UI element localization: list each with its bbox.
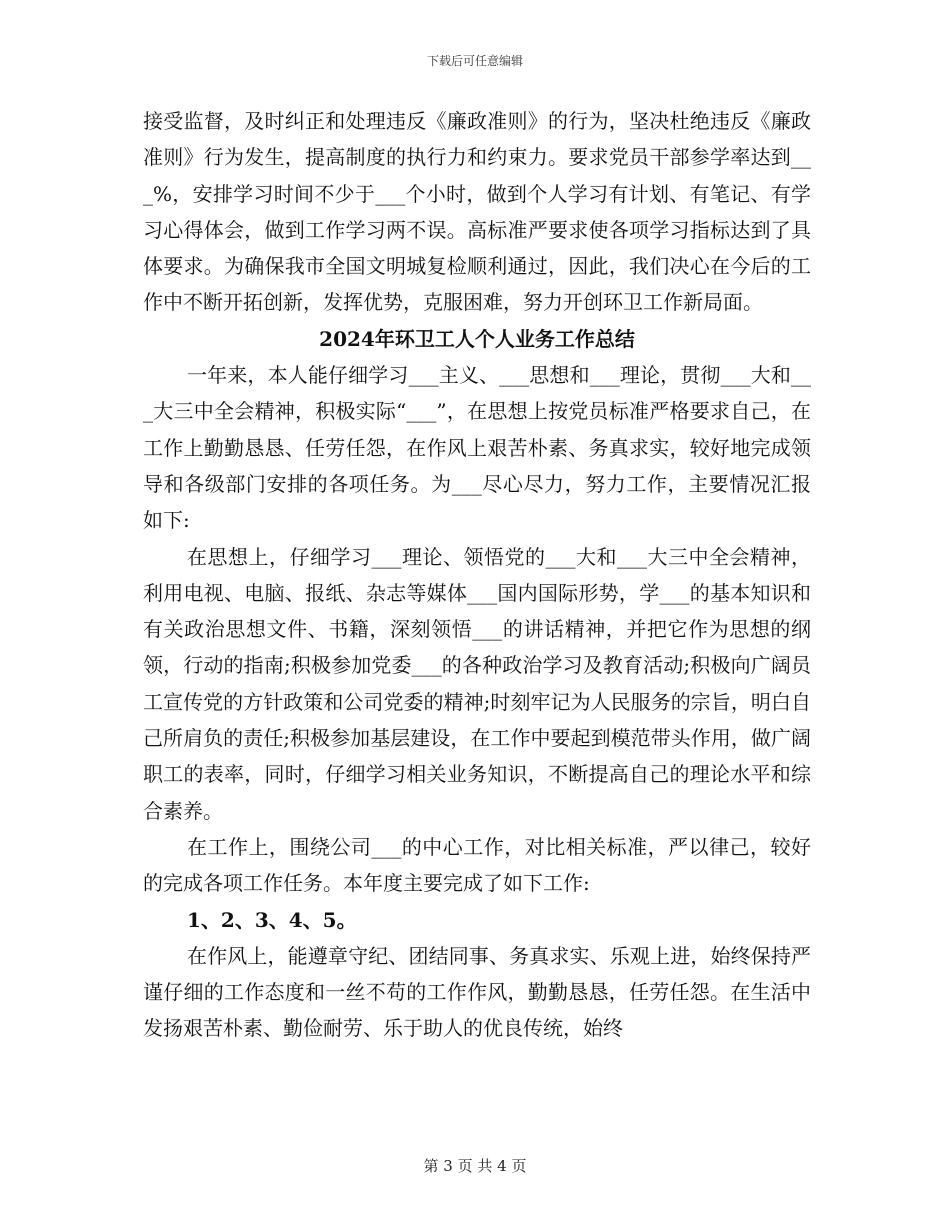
document-title: 2024年环卫工人个人业务工作总结 — [319, 326, 635, 351]
paragraph: 在工作上，围绕公司___的中心工作，对比相关标准，严以律己，较好的完成各项工作任务。本年度主要完成了如下工作: — [143, 834, 811, 896]
page-header: 下载后可任意编辑 — [426, 54, 523, 68]
paragraph: 在思想上，仔细学习___理论、领悟党的___大和___大三中全会精神，利用电视、电脑、报纸、杂志等媒体___国内国际形势，学___的基本知识和有关政治思想文件、书籍，深刻领悟___的讲话精神，并把它作为思想的纲领，行动的指南;积极参加党委___的各种政治学习及教育活动;积极向广阔员工宣传党的方针政策和公司党委的精神;时刻牢记为人民服务的宗旨，明白自己所肩负的责任;积极参加基层建设，在工作中要起到模范带头作用，做广阔职工的表率，同时，仔细学习相关业务知识，不断提高自己的理论水平和综合素养。 — [143, 544, 811, 823]
paragraph: 接受监督，及时纠正和处理违反《廉政准则》的行为，坚决杜绝违反《廉政准则》行为发生，提高制度的执行力和约束力。要求党员干部参学率达到___%，安排学习时间不少于___个小时，做到个人学习有计划、有笔记、有学习心得体会，做到工作学习两不误。高标准严要求使各项学习指标达到了具体要求。为确保我市全国文明城复检顺利通过，因此，我们决心在今后的工作中不断开拓创新，发挥优势，克服困难，努力开创环卫工作新局面。 — [143, 109, 811, 315]
list-item: 1、2、3、4、5。 — [187, 907, 357, 932]
page-footer: 第 3 页 共 4 页 — [423, 1157, 527, 1175]
paragraph: 在作风上，能遵章守纪、团结同事、务真求实、乐观上进，始终保持严谨仔细的工作态度和一丝不苟的工作作风，勤勤恳恳，任劳任怨。在生活中发扬艰苦朴素、勤俭耐劳、乐于助人的优良传统，始终 — [143, 943, 811, 1041]
paragraph: 一年来，本人能仔细学习___主义、___思想和___理论，贯彻___大和___大三中全会精神，积极实际“___”，在思想上按党员标准严格要求自己，在工作上勤勤恳恳、任劳任怨，在作风上艰苦朴素、务真求实，较好地完成领导和各级部门安排的各项任务。为___尽心尽力，努力工作，主要情况汇报如下: — [143, 363, 811, 533]
document-body — [143, 103, 811, 1047]
